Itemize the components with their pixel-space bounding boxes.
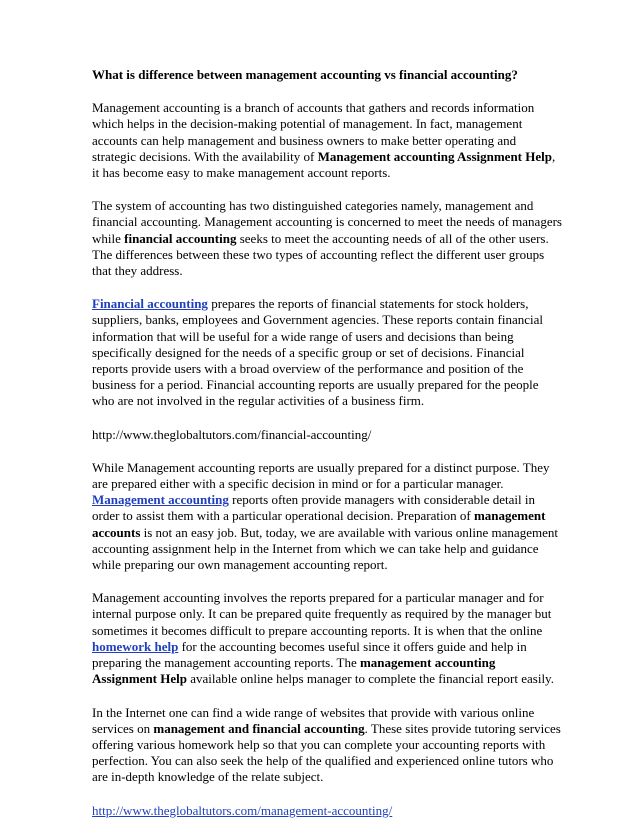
paragraph-internet (92, 705, 562, 786)
paragraph-text: In the Internet one can find a wide range of websites that provide with various online services on (92, 704, 535, 736)
url-line (92, 803, 562, 819)
paragraph-text: is not an easy job. But, today, we are available with various online management accounting assignment help in the Internet from which we can take help and guidance while preparing our own management accounting report. (92, 524, 558, 573)
homework-help-link[interactable]: homework help (92, 638, 179, 654)
paragraph-text: reports often provide managers with considerable detail in order to assist them with a particular operational decision. Preparation of (92, 492, 535, 524)
bold-term: management and financial accounting (153, 720, 365, 736)
bold-term: financial accounting (124, 230, 237, 246)
paragraph-intro (92, 100, 562, 181)
financial-accounting-link[interactable]: Financial accounting (92, 296, 208, 312)
financial-accounting-url: http://www.theglobaltutors.com/financial-accounting/ (92, 426, 372, 442)
paragraph-text: Management accounting is a branch of accounts that gathers and records information which helps in the decision-making potential of management. In fact, management accounts can help management and business owners to make better operating and strategic decisions. With the availability of (92, 100, 535, 164)
paragraph-text: prepares the reports of financial statements for stock holders, suppliers, banks, employees and Government agencies. These reports contain financial information that will be useful for a wide range of users and decisions than being specifically designed for the needs of a specific group or set of decisions. Financial reports provide users with a broad overview of the performance and position of the business for a period. Financial accounting reports are usually prepared for the people who are not involved in the regular activities of a business firm. (92, 296, 544, 409)
paragraph-financial (92, 296, 562, 409)
paragraph-text: seeks to meet the accounting needs of all of the other users. The differences between these two types of accounting reflect the different user groups that they address. (92, 230, 549, 279)
paragraph-categories (92, 198, 562, 279)
bold-term: Management accounting Assignment Help (317, 148, 552, 164)
paragraph-text: Management accounting involves the reports prepared for a particular manager and for internal purpose only. It can be prepared quite frequently as required by the manager but sometimes it becomes difficult to prepare accounting reports. It is when that the online (92, 590, 552, 638)
paragraph-text: . These sites provide tutoring services offering various homework help so that you can complete your accounting reports with perfection. You can also seek the help of the qualified and experienced online tutors who are in-depth knowledge of the relate subject. (92, 720, 561, 785)
paragraph-reports (92, 590, 562, 687)
document-title: What is difference between management accounting vs financial accounting? (92, 67, 518, 82)
document-page (92, 67, 562, 836)
bold-term: management accounts (92, 508, 546, 540)
paragraph-text: While Management accounting reports are usually prepared for a distinct purpose. They are prepared either with a specific decision in mind or for a particular manager. (92, 459, 550, 492)
management-accounting-url-link[interactable]: http://www.theglobaltutors.com/management-accounting/ (92, 802, 393, 818)
paragraph-text: available online helps manager to complete the financial report easily. (186, 671, 554, 687)
bold-term: management accounting Assignment Help (92, 655, 496, 687)
paragraph-text: , it has become easy to make management account reports. (92, 148, 556, 181)
management-accounting-link[interactable]: Management accounting (92, 492, 229, 508)
paragraph-management (92, 460, 562, 573)
paragraph-text: The system of accounting has two distinguished categories namely, management and financial accounting. Management accounting is concerned to meet the needs of managers while (92, 198, 562, 246)
paragraph-text: for the accounting becomes useful since it offers guide and help in preparing the management accounting reports. The (92, 638, 527, 671)
